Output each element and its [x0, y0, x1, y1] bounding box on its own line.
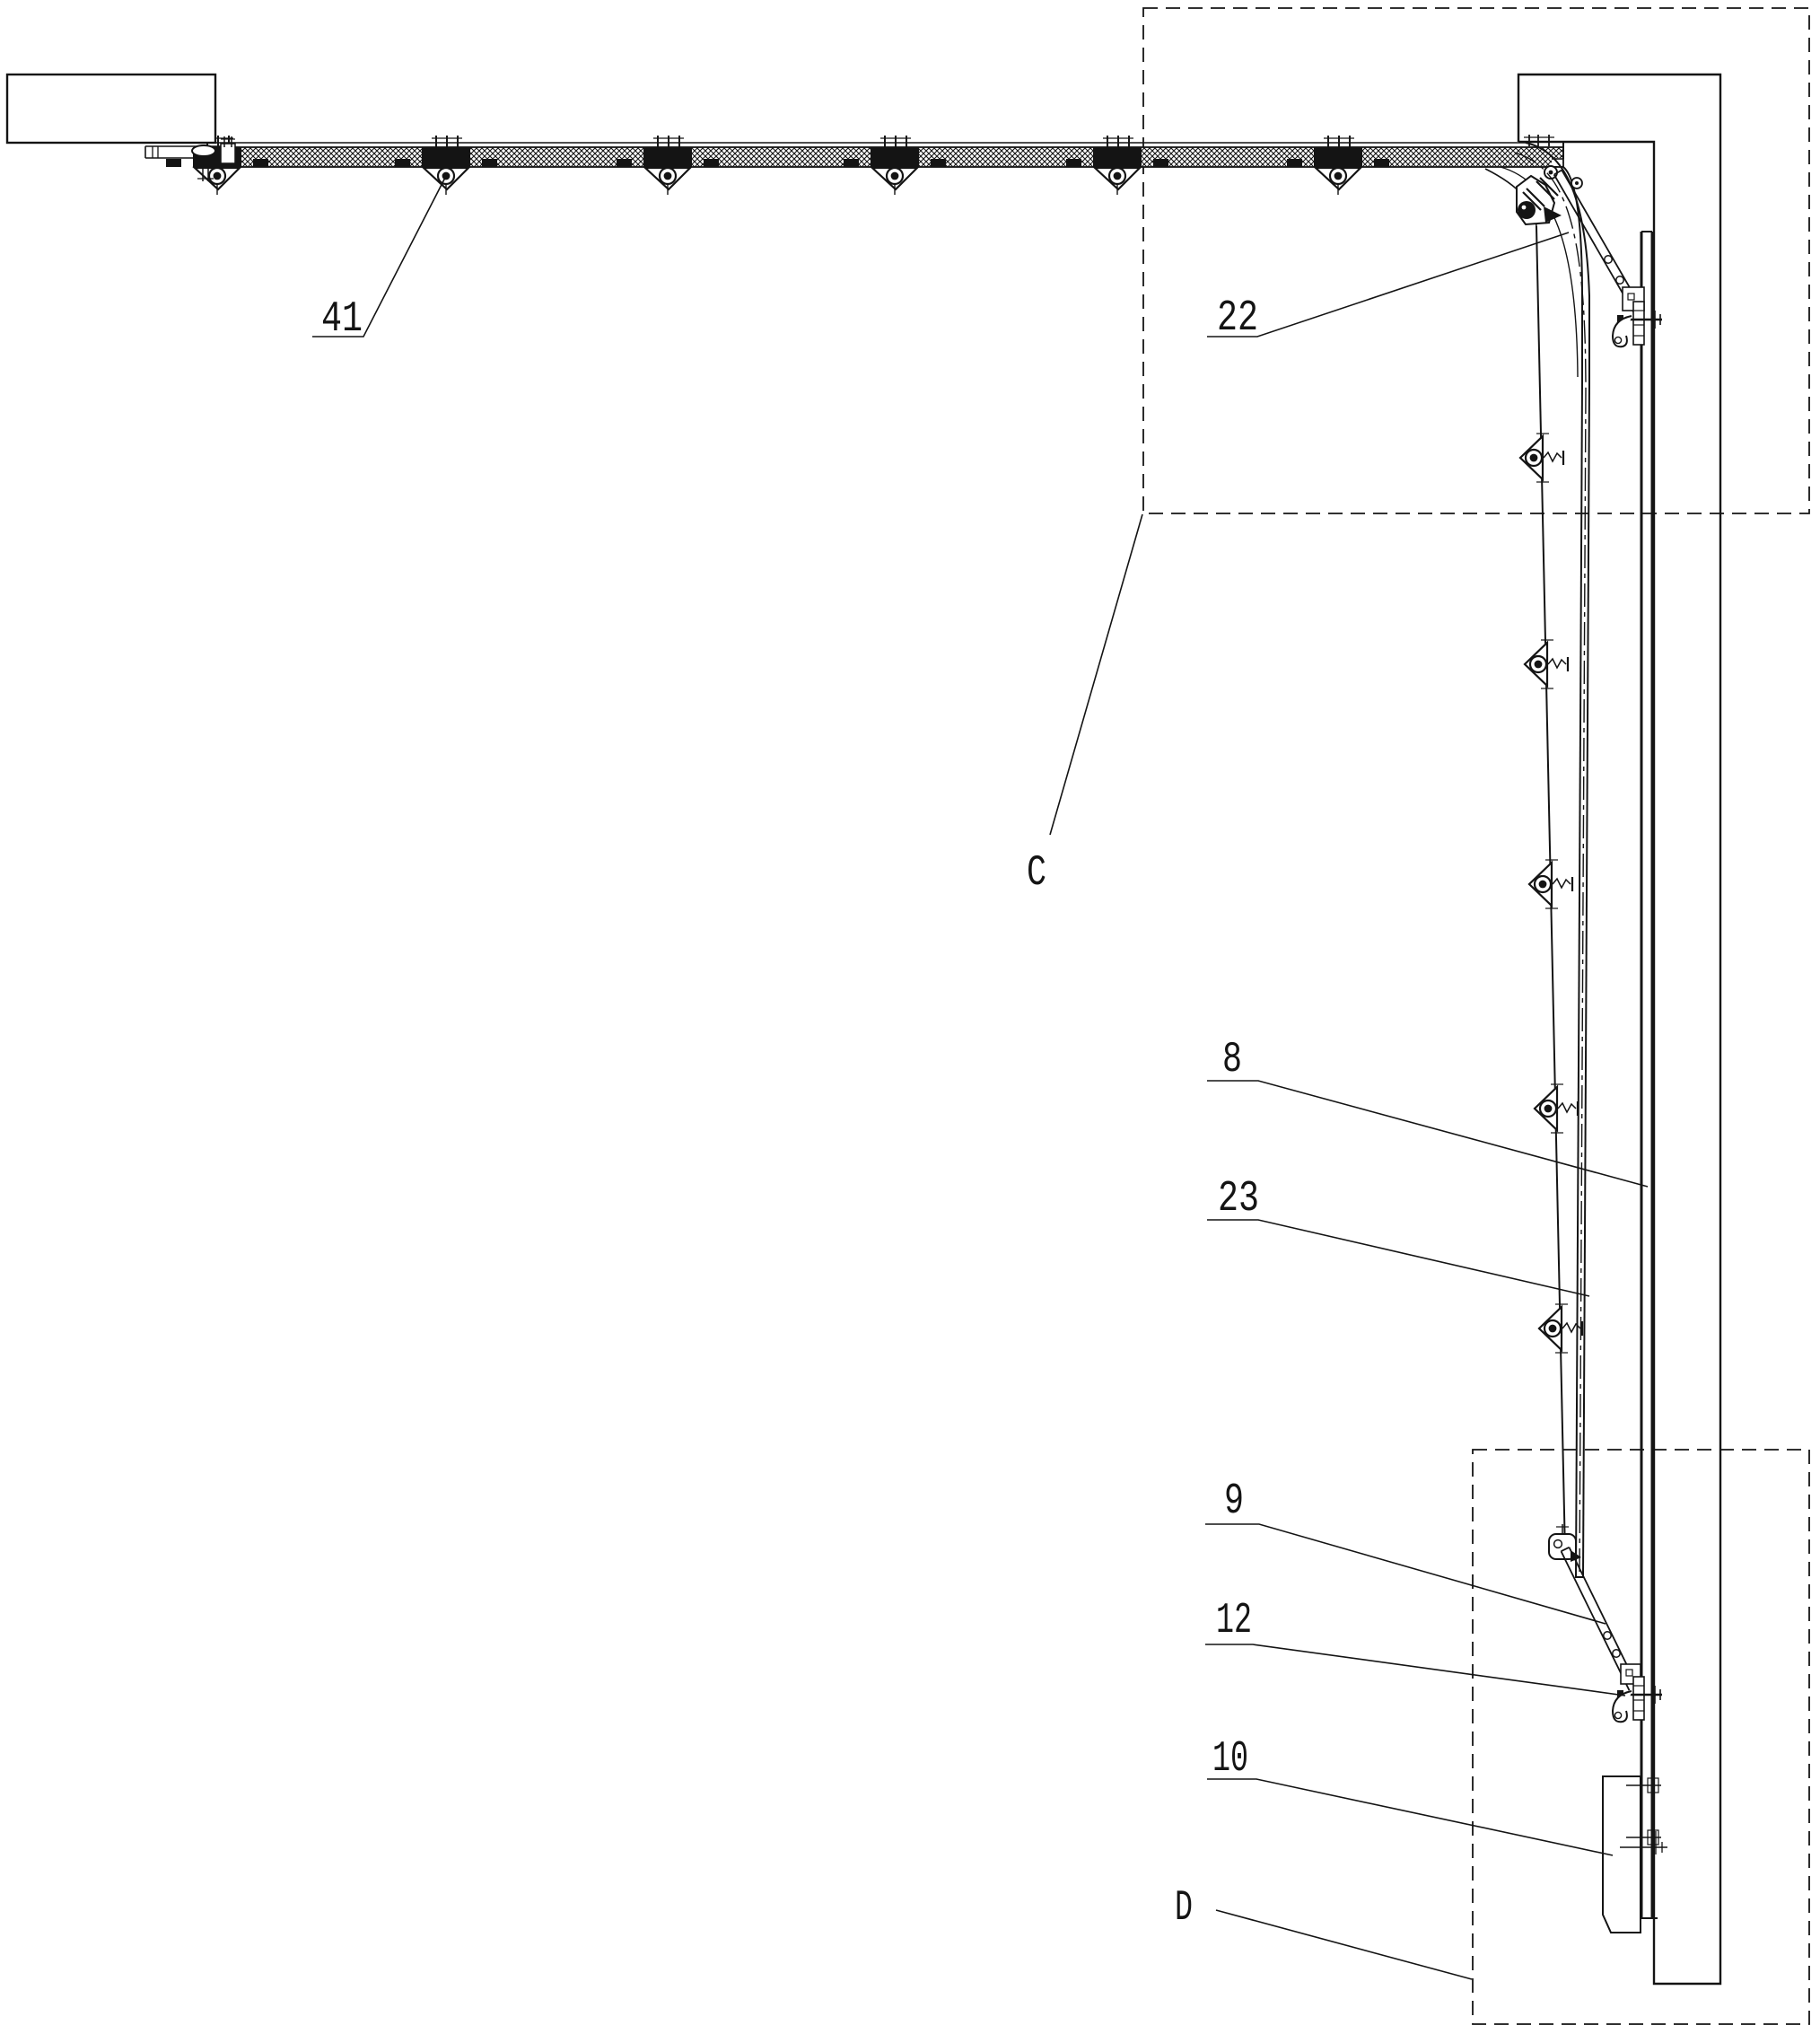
callout-C: C: [1027, 849, 1046, 898]
callout-12: 12: [1216, 1597, 1252, 1645]
vertical-track: [1575, 381, 1589, 1577]
detail-box-c: [1143, 8, 1809, 513]
callout-10: 10: [1212, 1735, 1248, 1784]
bottom-bracket-box: [1603, 1776, 1667, 1933]
callout-9: 9: [1224, 1477, 1244, 1526]
callout-leaders: [312, 176, 1648, 1979]
callout-D: D: [1175, 1884, 1193, 1933]
top-diagonal-arm: [1554, 171, 1644, 313]
callout-8: 8: [1222, 1036, 1242, 1084]
door-hinge: [1529, 860, 1572, 908]
callout-22: 22: [1217, 294, 1258, 343]
top-roller-bracket: [1517, 176, 1582, 224]
door-hinge: [1535, 1084, 1578, 1133]
callout-23: 23: [1218, 1175, 1259, 1223]
bottom-diagonal-arm: [1562, 1547, 1641, 1690]
door-hinge: [1539, 1304, 1582, 1353]
door-hinges: [1520, 434, 1582, 1353]
callout-labels: [321, 294, 1259, 1933]
door-hinge: [1525, 640, 1568, 688]
door-hinge: [1520, 434, 1563, 482]
callout-41: 41: [321, 295, 363, 344]
